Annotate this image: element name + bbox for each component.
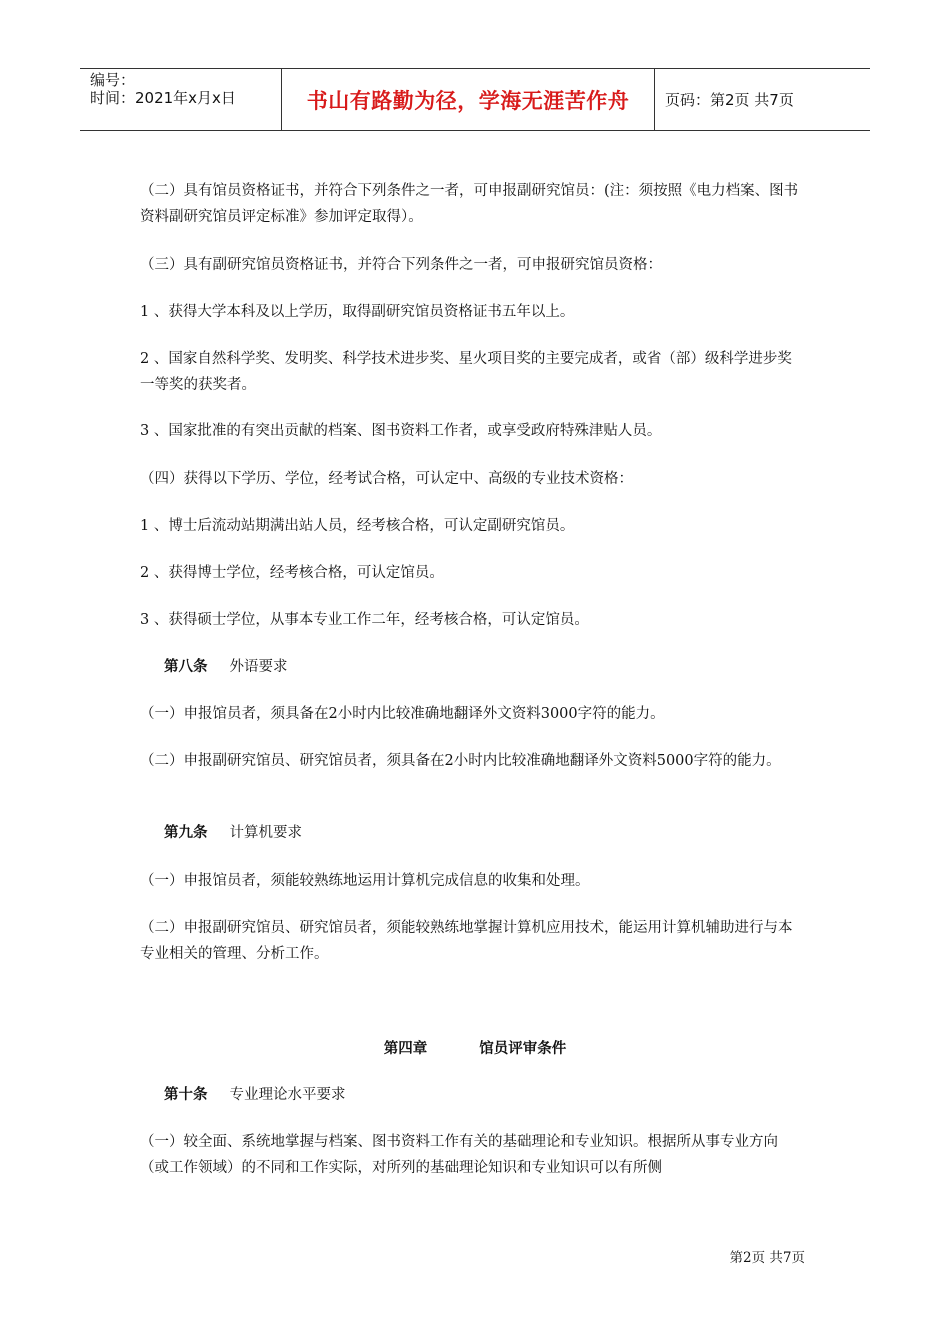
article-9-heading [164, 820, 824, 846]
chapter-title: 馆员评审条件 [479, 1040, 567, 1057]
paragraph: 1 、获得大学本科及以上学历，取得副研究馆员资格证书五年以上。 [140, 304, 575, 320]
number-label: 编号： [90, 71, 136, 89]
paragraph: 3 、国家批准的有突出贡献的档案、图书资料工作者，或享受政府特殊津贴人员。 [140, 423, 662, 439]
paragraph: （四）获得以下学历、学位，经考试合格，可认定中、高级的专业技术资格： [140, 471, 633, 487]
chapter-number: 第四章 [383, 1040, 428, 1057]
paragraph: （二）申报副研究馆员、研究馆员者，须具备在2小时内比较准确地翻译外文资料5000字符的能力。 [140, 753, 781, 769]
paragraph: （三）具有副研究馆员资格证书，并符合下列条件之一者，可申报研究馆员资格： [140, 257, 662, 273]
paragraph: （一）较全面、系统地掌握与档案、图书资料工作有关的基础理论和专业知识。根据所从事专业方向（或工作领域）的不同和工作实际，对所列的基础理论知识和专业知识可以有所侧 [140, 1134, 778, 1176]
header-table [80, 68, 870, 131]
article-10-title: 第十条 [164, 1086, 208, 1103]
paragraph: （一）申报馆员者，须能较熟练地运用计算机完成信息的收集和处理。 [140, 873, 590, 889]
footer-page-number: 第2页 共7页 [729, 1250, 805, 1266]
paragraph: （二）申报副研究馆员、研究馆员者，须能较熟练地掌握计算机应用技术，能运用计算机辅助进行与本专业相关的管理、分析工作。 [140, 920, 793, 962]
article-8-text: 外语要求 [229, 659, 288, 675]
paragraph: （一）申报馆员者，须具备在2小时内比较准确地翻译外文资料3000字符的能力。 [140, 706, 665, 722]
paragraph: （二）具有馆员资格证书，并符合下列条件之一者，可申报副研究馆员：(注：须按照《电力档案、图书资料副研究馆员评定标准》参加评定取得）。 [140, 183, 799, 225]
paragraph: 3 、获得硕士学位，从事本专业工作二年，经考核合格，可认定馆员。 [140, 612, 589, 628]
header-motto: 书山有路勤为径，学海无涯苦作舟 [306, 88, 630, 113]
article-9-title: 第九条 [164, 824, 208, 841]
time-label: 时间：2021年x月x日 [90, 89, 236, 107]
article-10-heading [164, 1082, 824, 1108]
paragraph: 2 、国家自然科学奖、发明奖、科学技术进步奖、星火项目奖的主要完成者，或省（部）级科学进步奖一等奖的获奖者。 [140, 351, 792, 393]
paragraph: 1 、博士后流动站期满出站人员，经考核合格，可认定副研究馆员。 [140, 518, 575, 534]
article-9-text: 计算机要求 [229, 825, 302, 841]
header-page-info: 页码：第2页 共7页 [665, 91, 794, 109]
chapter-heading [0, 1037, 950, 1058]
article-8-heading [164, 654, 824, 680]
header-motto-cell [281, 69, 655, 130]
article-8-title: 第八条 [164, 658, 208, 675]
article-10-text: 专业理论水平要求 [229, 1087, 346, 1103]
header-meta [80, 69, 281, 130]
paragraph: 2 、获得博士学位，经考核合格，可认定馆员。 [140, 565, 444, 581]
